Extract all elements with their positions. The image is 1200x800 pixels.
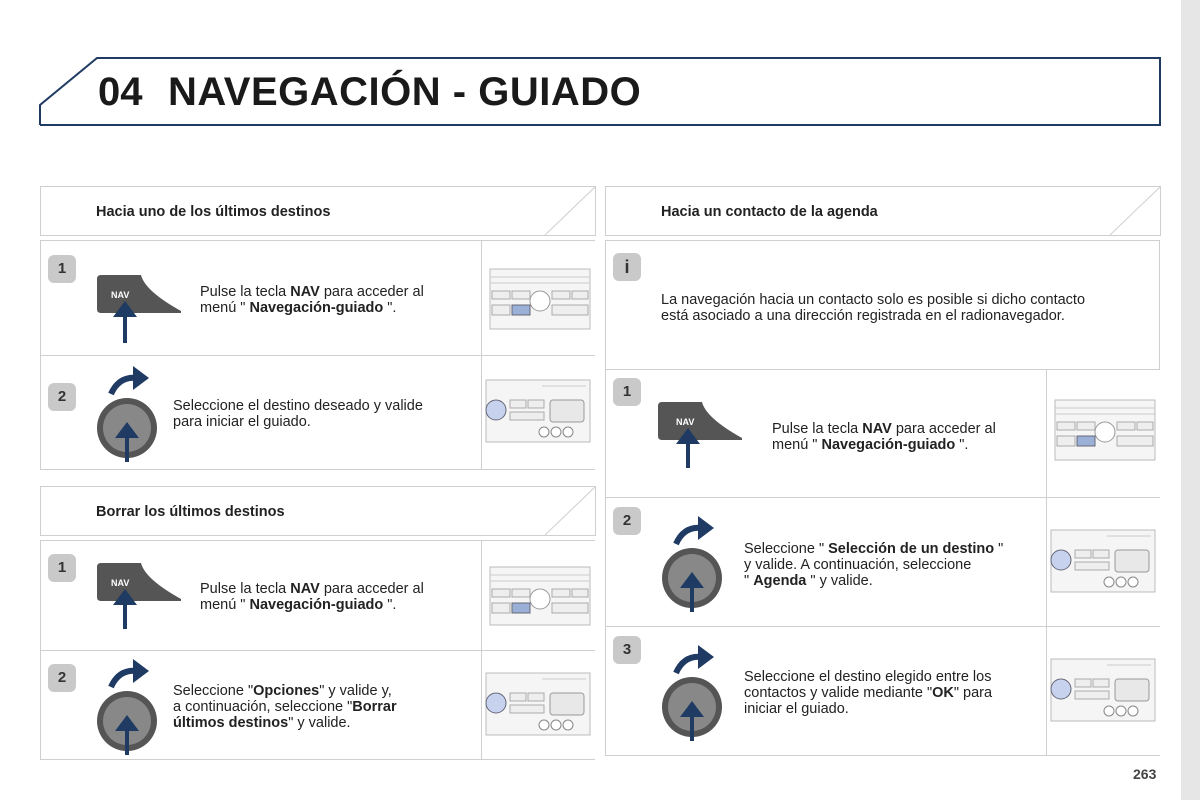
corner-slash	[1070, 187, 1160, 235]
corner-slash	[505, 487, 595, 535]
step-card	[40, 650, 595, 760]
step-card	[605, 369, 1160, 498]
radio-panel-nav-icon	[482, 541, 596, 650]
info-icon: i	[613, 253, 641, 281]
info-text: La navegación hacia un contacto solo es posible si dicho contacto está asociado a una dirección registrada en el radionavegador.	[661, 292, 1086, 324]
nav-key-icon	[93, 271, 188, 346]
chapter-number: 04	[98, 70, 143, 114]
radio-panel-knob-icon	[1047, 498, 1161, 626]
corner-slash	[505, 187, 595, 235]
chapter-title: NAVEGACIÓN - GUIADO	[168, 70, 642, 114]
page-edge-tab	[1181, 0, 1200, 800]
step-number-badge: 1	[48, 554, 76, 582]
step-number-badge: 2	[48, 383, 76, 411]
radio-panel-nav-icon	[482, 241, 596, 355]
chapter-header	[0, 0, 1170, 135]
nav-key-icon	[654, 398, 749, 473]
step-text: Pulse la tecla NAV para acceder al menú " Navegación-guiado ".	[200, 581, 424, 613]
step-text: Seleccione " Selección de un destino " y valide. A continuación, seleccione " Agenda " y valide.	[744, 541, 1004, 589]
step-card	[605, 626, 1160, 756]
rotary-knob-icon	[658, 643, 728, 743]
radio-panel-nav-icon	[1047, 370, 1161, 497]
radio-panel-thumbnail	[1046, 370, 1161, 497]
rotary-knob-icon	[658, 514, 728, 614]
step-card	[40, 240, 595, 356]
step-text: Seleccione "Opciones" y valide y, a continuación, seleccione "Borrar últimos destinos" y valide.	[173, 683, 397, 731]
page-number: 263	[1133, 766, 1157, 782]
nav-key-label: NAV	[111, 578, 130, 588]
radio-panel-thumbnail	[481, 356, 596, 469]
section-heading: Borrar los últimos destinos	[96, 504, 285, 520]
rotary-knob-icon	[93, 364, 163, 464]
step-card	[40, 540, 595, 651]
step-card	[605, 497, 1160, 627]
section-heading: Hacia un contacto de la agenda	[661, 204, 878, 220]
step-number-badge: 1	[613, 378, 641, 406]
radio-panel-knob-icon	[482, 356, 596, 469]
radio-panel-thumbnail	[481, 651, 596, 759]
step-number-badge: 2	[613, 507, 641, 535]
section-header-delete-destinations	[40, 486, 596, 536]
section-heading: Hacia uno de los últimos destinos	[96, 204, 331, 220]
radio-panel-knob-icon	[1047, 627, 1161, 755]
step-number-badge: 1	[48, 255, 76, 283]
step-text: Pulse la tecla NAV para acceder al menú " Navegación-guiado ".	[200, 284, 424, 316]
info-card	[605, 240, 1160, 370]
step-text: Seleccione el destino elegido entre los contactos y valide mediante "OK" para iniciar el guiado.	[744, 669, 993, 717]
step-text: Pulse la tecla NAV para acceder al menú " Navegación-guiado ".	[772, 421, 996, 453]
nav-key-label: NAV	[676, 417, 695, 427]
nav-key-icon	[93, 559, 188, 634]
radio-panel-thumbnail	[1046, 498, 1161, 626]
section-header-last-destinations	[40, 186, 596, 236]
radio-panel-thumbnail	[481, 541, 596, 650]
radio-panel-knob-icon	[482, 651, 596, 759]
rotary-knob-icon	[93, 657, 163, 757]
nav-key-label: NAV	[111, 290, 130, 300]
step-card	[40, 355, 595, 470]
section-header-agenda-contact	[605, 186, 1161, 236]
step-text: Seleccione el destino deseado y valide para iniciar el guiado.	[173, 398, 423, 430]
radio-panel-thumbnail	[481, 241, 596, 355]
radio-panel-thumbnail	[1046, 627, 1161, 755]
step-number-badge: 2	[48, 664, 76, 692]
step-number-badge: 3	[613, 636, 641, 664]
